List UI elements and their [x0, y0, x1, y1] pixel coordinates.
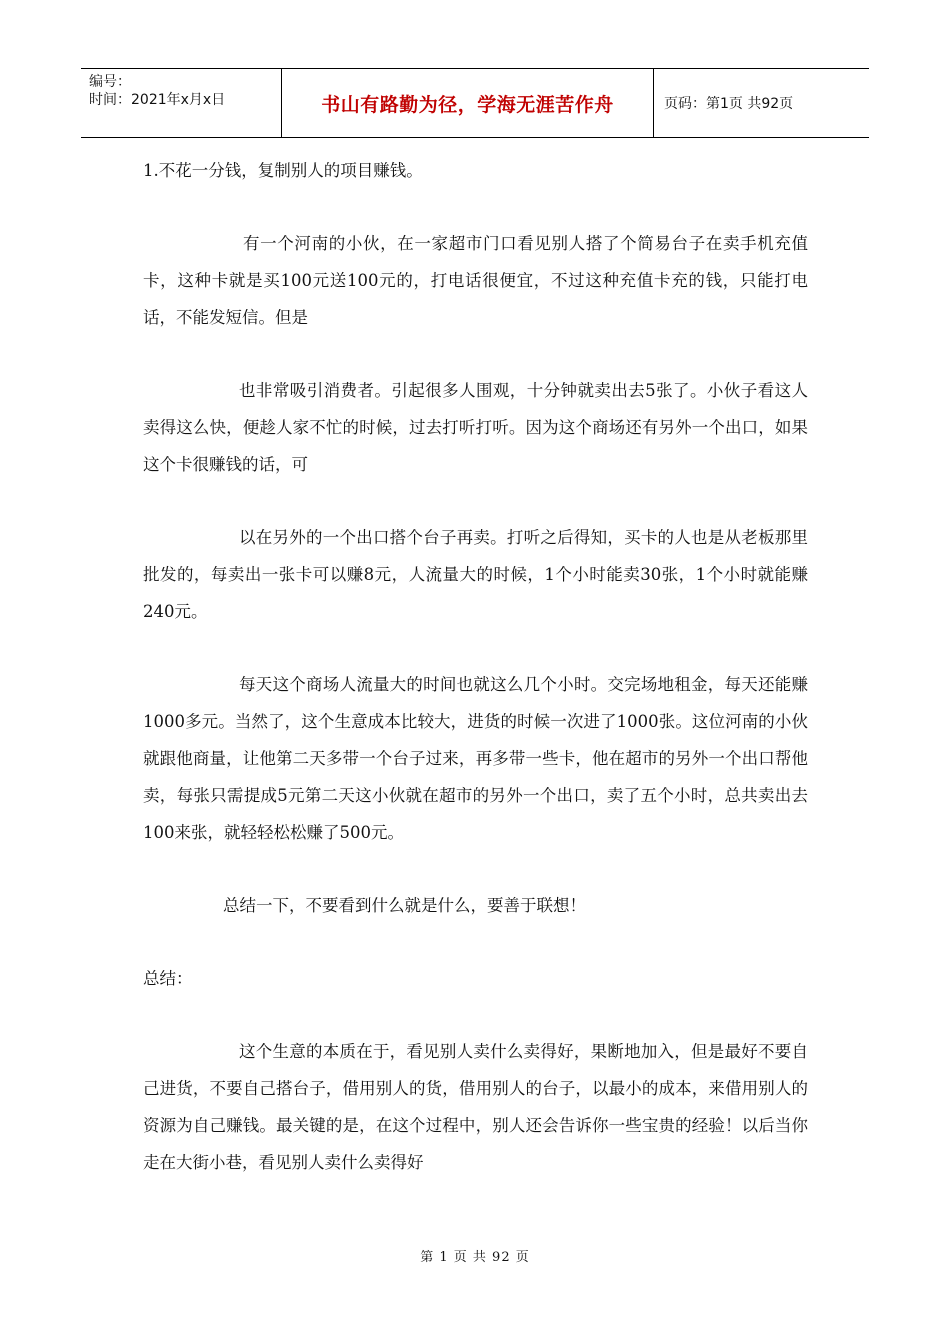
section-heading: 1.不花一分钱，复制别人的项目赚钱。: [143, 161, 423, 180]
header-meta-cell: [81, 69, 282, 137]
page-footer: 第 1 页 共 92 页: [420, 1250, 530, 1265]
number-label: 编号：: [89, 74, 131, 90]
paragraph-3: 以在另外的一个出口搭个台子再卖。打听之后得知，买卡的人也是从老板那里批发的，每卖出一张卡可以赚8元，人流量大的时候，1个小时能卖30张，1个小时就能赚240元。: [143, 528, 808, 621]
document-header: [81, 68, 869, 138]
header-motto-cell: [282, 69, 654, 137]
header-page-cell: [654, 69, 869, 137]
summary-label: 总结：: [143, 969, 193, 988]
paragraph-2: 也非常吸引消费者。引起很多人围观，十分钟就卖出去5张了。小伙子看这人卖得这么快，便趁人家不忙的时候，过去打听打听。因为这个商场还有另外一个出口，如果这个卡很赚钱的话，可: [143, 381, 808, 474]
paragraph-summary: 这个生意的本质在于，看见别人卖什么卖得好，果断地加入，但是最好不要自己进货，不要自己搭台子，借用别人的货，借用别人的台子，以最小的成本，来借用别人的资源为自己赚钱。最关键的是，在这个过程中，别人还会告诉你一些宝贵的经验！以后当你走在大街小巷，看见别人卖什么卖得好: [143, 1042, 808, 1172]
paragraph-1: 有一个河南的小伙，在一家超市门口看见别人搭了个简易台子在卖手机充值卡，这种卡就是买100元送100元的，打电话很便宜，不过这种充值卡充的钱，只能打电话，不能发短信。但是: [143, 234, 808, 327]
document-body: [143, 152, 808, 1181]
header-motto: 书山有路勤为径，学海无涯苦作舟: [321, 93, 614, 116]
header-page-info: 页码：第1页 共92页: [664, 96, 794, 112]
time-label: 时间：2021年x月x日: [89, 92, 226, 108]
paragraph-4: 每天这个商场人流量大的时间也就这么几个小时。交完场地租金，每天还能赚1000多元。当然了，这个生意成本比较大，进货的时候一次进了1000张。这位河南的小伙就跟他商量，让他第二天多带一个台子过来，再多带一些卡，他在超市的另外一个出口帮他卖，每张只需提成5元第二天这小伙就在超市的另外一个出口，卖了五个小时，总共卖出去100来张，就轻轻松松赚了500元。: [143, 675, 808, 842]
summary-sentence: 总结一下，不要看到什么就是什么，要善于联想！: [223, 896, 586, 915]
